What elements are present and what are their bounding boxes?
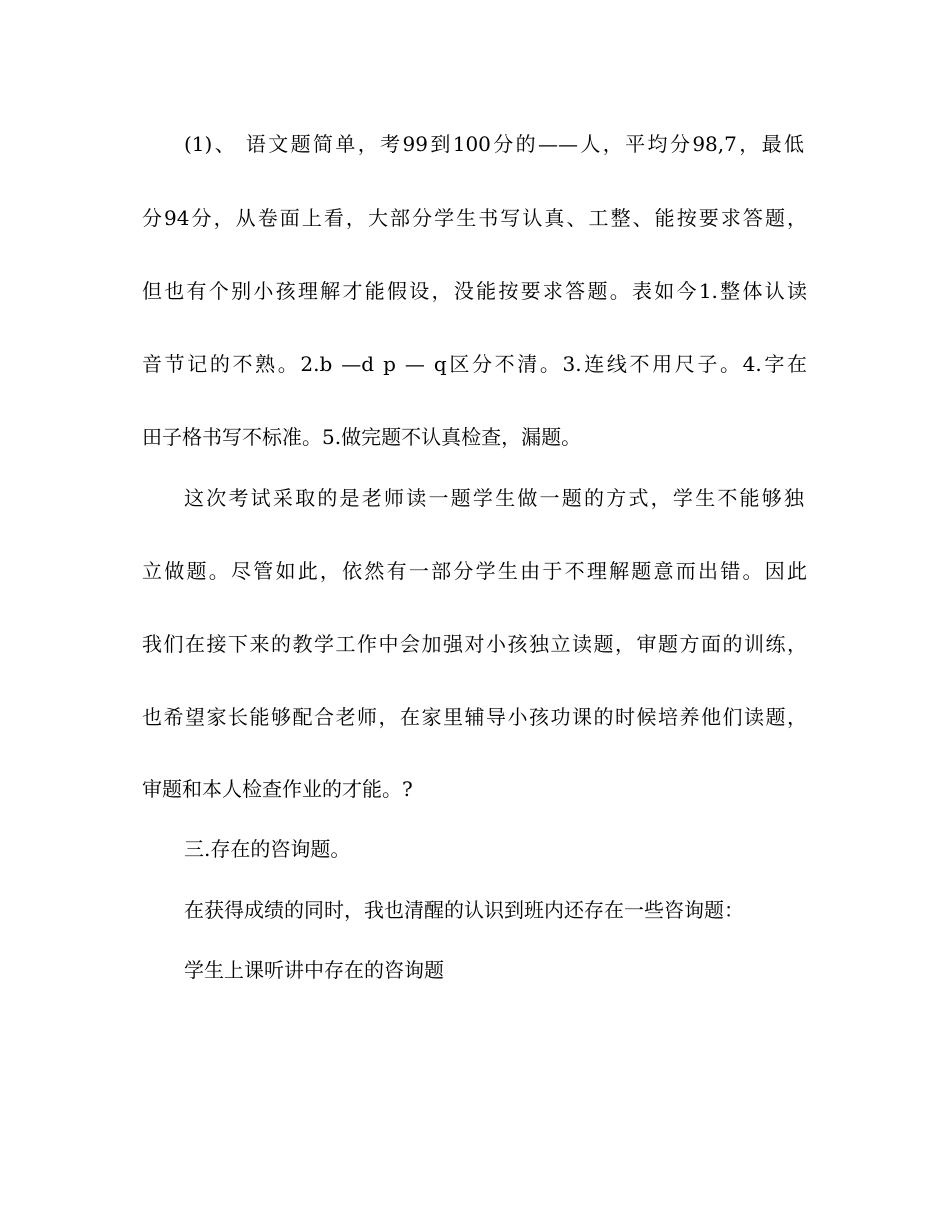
paragraph-2-line-5: 审题和本人检查作业的才能。? <box>142 777 413 801</box>
paragraph-2-line-4: 也希望家长能够配合老师，在家里辅导小孩功课的时候培养他们读题， <box>142 705 807 729</box>
paragraph-1-line-1: (1)、 语文题简单，考99到100分的——人，平均分98,7，最低 <box>184 132 804 156</box>
paragraph-3: 在获得成绩的同时，我也清醒的认识到班内还存在一些咨询题： <box>184 898 744 922</box>
paragraph-2-line-3: 我们在接下来的教学工作中会加强对小孩独立读题，审题方面的训练， <box>142 632 807 656</box>
paragraph-1-line-2: 分94分，从卷面上看，大部分学生书写认真、工整、能按要求答题， <box>142 206 807 230</box>
paragraph-1-line-3: 但也有个别小孩理解才能假设，没能按要求答题。表如今1.整体认读 <box>142 279 807 303</box>
paragraph-2-line-2: 立做题。尽管如此，依然有一部分学生由于不理解题意而出错。因此 <box>142 559 807 583</box>
section-heading: 三.存在的咨询题。 <box>184 837 351 861</box>
subheading: 学生上课听讲中存在的咨询题 <box>184 958 444 982</box>
paragraph-2-line-1: 这次考试采取的是老师读一题学生做一题的方式，学生不能够独 <box>184 486 804 510</box>
paragraph-1-line-5: 田子格书写不标准。5.做完题不认真检查，漏题。 <box>142 425 582 449</box>
paragraph-1-line-4: 音节记的不熟。2.b —d p — q区分不清。3.连线不用尺子。4.字在 <box>142 352 807 376</box>
